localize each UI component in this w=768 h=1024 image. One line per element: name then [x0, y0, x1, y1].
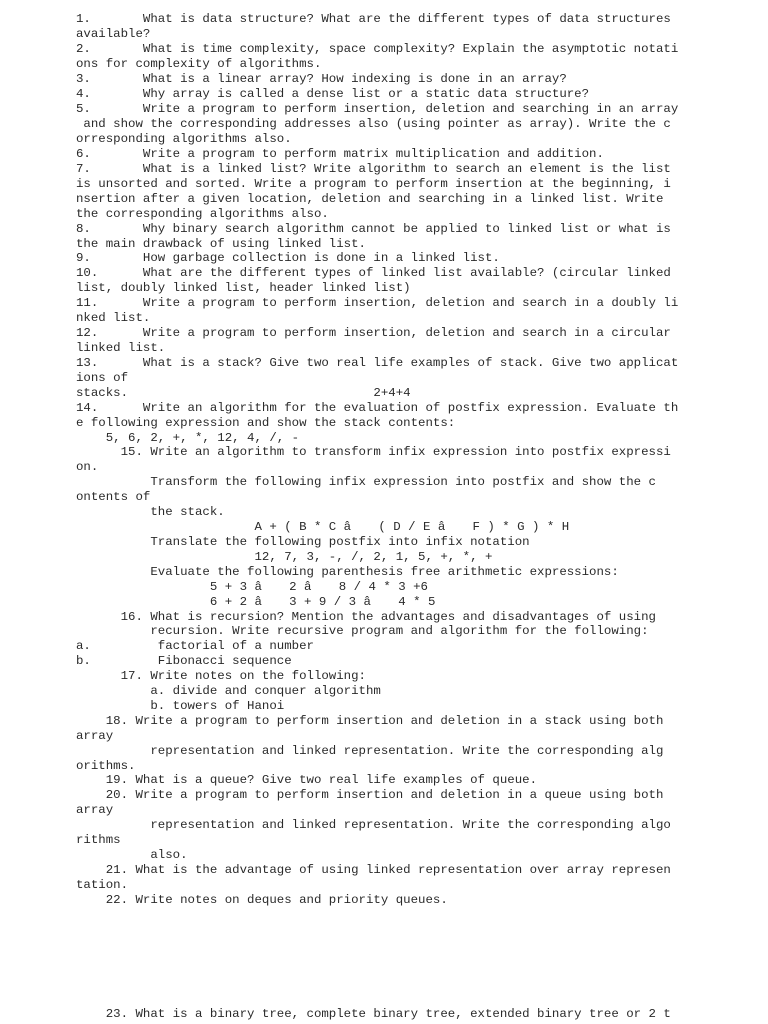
text-line: 13. What is a stack? Give two real life examples of stack. Give two applicat	[76, 356, 679, 370]
text-line: a. divide and conquer algorithm	[76, 684, 381, 698]
text-line: orithms.	[76, 759, 136, 773]
text-line: b. Fibonacci sequence	[76, 654, 292, 668]
text-line: representation and linked representation. Write the corresponding algo	[76, 818, 671, 832]
text-line: on.	[76, 460, 99, 474]
text-line: 5. Write a program to perform insertion, deletion and searching in an array	[76, 102, 679, 116]
text-line: ontents of	[76, 490, 151, 504]
text-line: the stack.	[76, 505, 225, 519]
text-line: Translate the following postfix into infix notation	[76, 535, 530, 549]
text-line: 5 + 3 â 2 â 8 / 4 * 3 +6	[76, 580, 428, 594]
text-line: stacks. 2+4+4	[76, 386, 411, 400]
text-line: tation.	[76, 878, 129, 892]
text-line: 12. Write a program to perform insertion, deletion and search in a circular	[76, 326, 671, 340]
text-line: list, doubly linked list, header linked list)	[76, 281, 411, 295]
text-line: ons for complexity of algorithms.	[76, 57, 322, 71]
text-line: 9. How garbage collection is done in a linked list.	[76, 251, 500, 265]
text-line: and show the corresponding addresses also (using pointer as array). Write the c	[76, 117, 671, 131]
text-line: 22. Write notes on deques and priority queues.	[76, 893, 448, 907]
text-line: recursion. Write recursive program and algorithm for the following:	[76, 624, 649, 638]
text-line: 8. Why binary search algorithm cannot be applied to linked list or what is	[76, 222, 671, 236]
text-line: 2. What is time complexity, space complexity? Explain the asymptotic notati	[76, 42, 679, 56]
text-line: 12, 7, 3, -, /, 2, 1, 5, +, *, +	[76, 550, 493, 564]
text-line: 6. Write a program to perform matrix multiplication and addition.	[76, 147, 604, 161]
text-line: 5, 6, 2, +, *, 12, 4, /, -	[76, 431, 300, 445]
text-line: 18. Write a program to perform insertion and deletion in a stack using both	[76, 714, 664, 728]
text-line: orresponding algorithms also.	[76, 132, 292, 146]
text-line: available?	[76, 27, 151, 41]
text-line: ions of	[76, 371, 129, 385]
text-line: linked list.	[76, 341, 166, 355]
text-line: 19. What is a queue? Give two real life examples of queue.	[76, 773, 538, 787]
text-line: 16. What is recursion? Mention the advantages and disadvantages of using	[76, 610, 656, 624]
text-line: representation and linked representation. Write the corresponding alg	[76, 744, 664, 758]
text-line: nsertion after a given location, deletion and searching in a linked list. Write	[76, 192, 664, 206]
text-line: nked list.	[76, 311, 151, 325]
text-line: 6 + 2 â 3 + 9 / 3 â 4 * 5	[76, 595, 436, 609]
text-line: A + ( B * C â ( D / E â F ) * G ) * H	[76, 520, 570, 534]
text-line: 4. Why array is called a dense list or a static data structure?	[76, 87, 590, 101]
text-line: 1. What is data structure? What are the different types of data structures	[76, 12, 671, 26]
text-line: 20. Write a program to perform insertion and deletion in a queue using both	[76, 788, 664, 802]
text-line: 23. What is a binary tree, complete binary tree, extended binary tree or 2 t	[76, 1007, 671, 1021]
text-line: Evaluate the following parenthesis free arithmetic expressions:	[76, 565, 619, 579]
text-line: 21. What is the advantage of using linked representation over array represen	[76, 863, 671, 877]
text-line: a. factorial of a number	[76, 639, 314, 653]
text-line: 15. Write an algorithm to transform infix expression into postfix expressi	[76, 445, 671, 459]
text-line: also.	[76, 848, 188, 862]
text-line: array	[76, 803, 114, 817]
text-line: the main drawback of using linked list.	[76, 237, 366, 251]
text-line: is unsorted and sorted. Write a program to perform insertion at the beginning, i	[76, 177, 671, 191]
text-line: array	[76, 729, 114, 743]
text-line: e following expression and show the stack contents:	[76, 416, 456, 430]
text-line: b. towers of Hanoi	[76, 699, 285, 713]
text-line: 11. Write a program to perform insertion, deletion and search in a doubly li	[76, 296, 679, 310]
text-line: Transform the following infix expression into postfix and show the c	[76, 475, 656, 489]
text-line: 14. Write an algorithm for the evaluation of postfix expression. Evaluate th	[76, 401, 679, 415]
text-line: 7. What is a linked list? Write algorithm to search an element is the list	[76, 162, 671, 176]
text-line: the corresponding algorithms also.	[76, 207, 329, 221]
text-line: 17. Write notes on the following:	[76, 669, 366, 683]
text-line: rithms	[76, 833, 121, 847]
text-line: 3. What is a linear array? How indexing is done in an array?	[76, 72, 567, 86]
text-line: 10. What are the different types of linked list available? (circular linked	[76, 266, 671, 280]
